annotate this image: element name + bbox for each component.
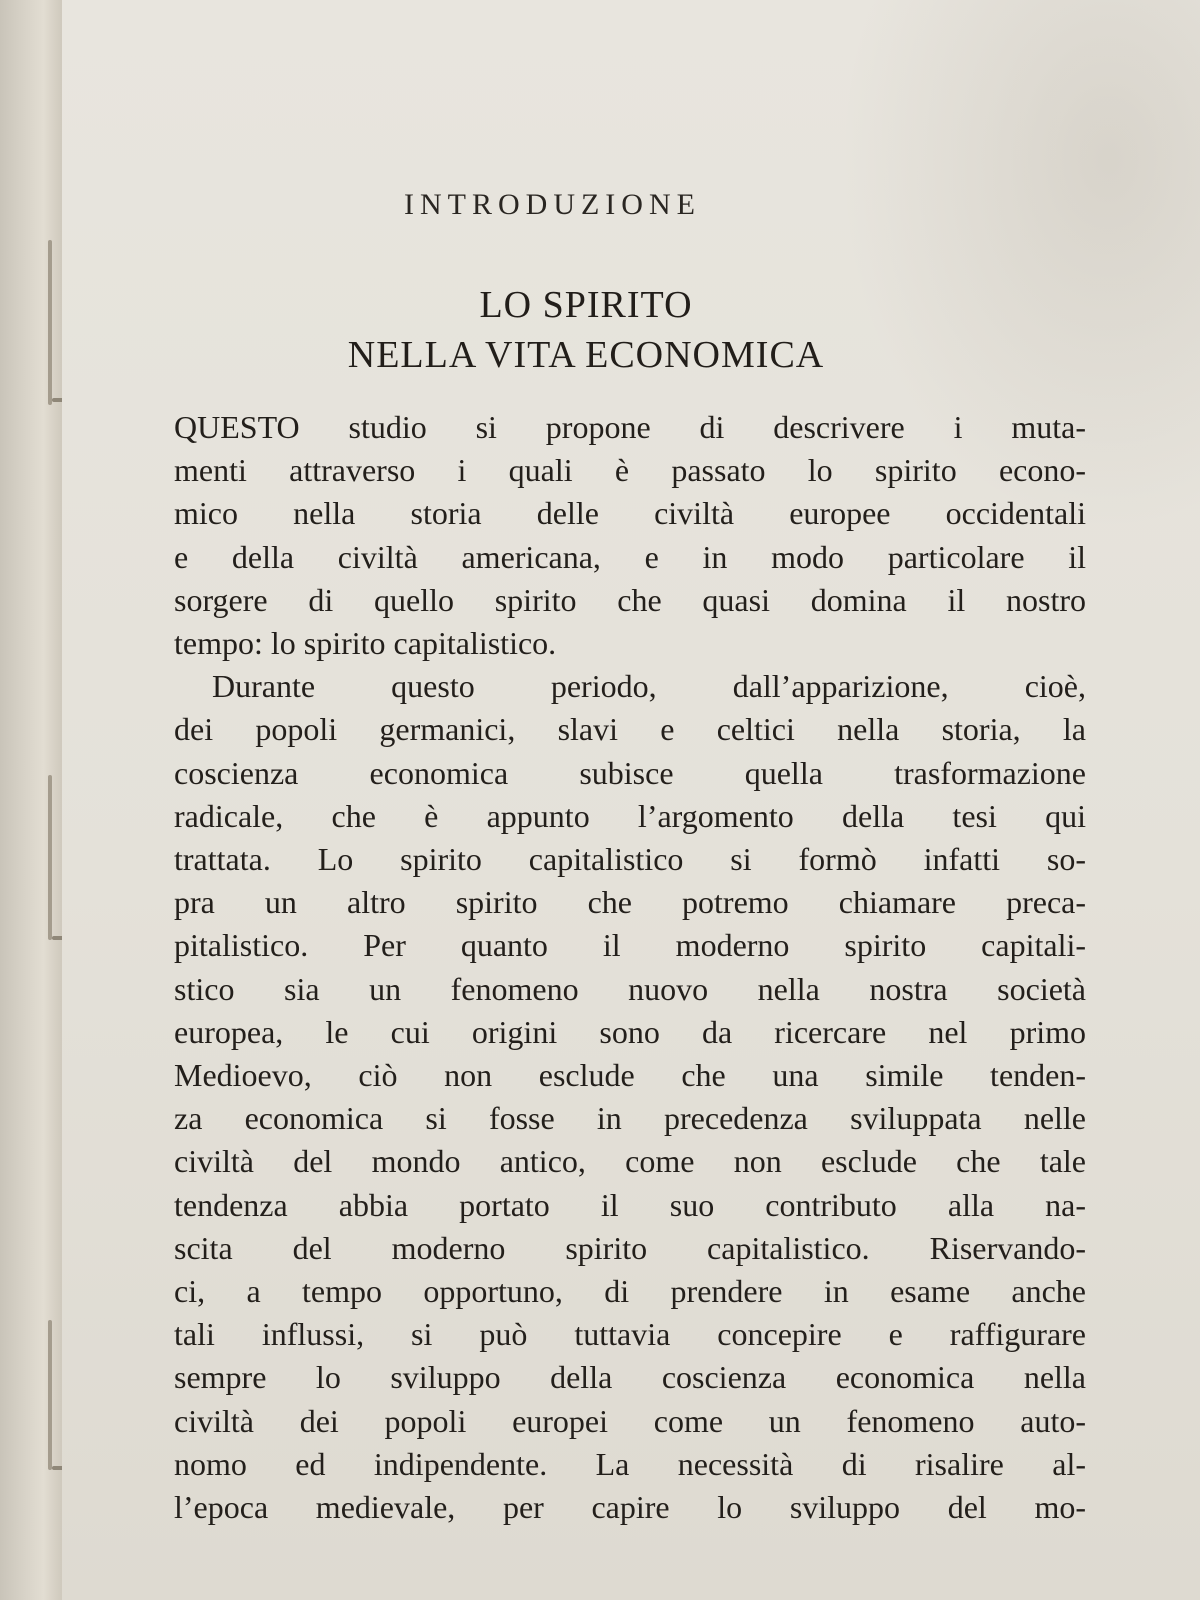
text-line: trattata. Lo spirito capitalistico si formò infatti so- (174, 841, 1086, 878)
text-line: scita del moderno spirito capitalistico. Riservando- (174, 1229, 1086, 1266)
chapter-title-line: LO SPIRITO (479, 284, 693, 326)
text-line: dei popoli germanici, slavi e celtici nella storia, la (174, 711, 1086, 748)
text-line: tempo: lo spirito capitalistico. (174, 625, 557, 662)
text-line: ci, a tempo opportuno, di prendere in esame anche (174, 1273, 1086, 1310)
binding-stitch (48, 240, 52, 405)
text-line: l’epoca medievale, per capire lo sviluppo del mo- (174, 1489, 1086, 1526)
text-line: europea, le cui origini sono da ricercare nel primo (174, 1013, 1086, 1050)
text-line: sorgere di quello spirito che quasi domina il nostro (174, 581, 1086, 618)
book-spine-edge (0, 0, 63, 1600)
text-line: civiltà del mondo antico, come non esclude che tale (174, 1143, 1086, 1180)
text-line: za economica si fosse in precedenza sviluppata nelle (174, 1100, 1086, 1137)
text-line: QUESTO studio si propone di descrivere i muta- (174, 409, 1086, 445)
text-line: nomo ed indipendente. La necessità di risalire al- (174, 1445, 1086, 1482)
text-line: radicale, che è appunto l’argomento della tesi qui (174, 797, 1086, 834)
book-page (62, 0, 1200, 1600)
text-line: tendenza abbia portato il suo contributo alla na- (174, 1186, 1086, 1223)
text-line: tali influssi, si può tuttavia concepire e raffigurare (174, 1316, 1086, 1353)
text-line: Durante questo periodo, dall’apparizione, cioè, (212, 668, 1086, 705)
text-line: menti attraverso i quali è passato lo spirito econo- (174, 452, 1086, 489)
chapter-title (162, 280, 1010, 380)
chapter-title-line: NELLA VITA ECONOMICA (347, 334, 825, 376)
text-line: e della civiltà americana, e in modo particolare il (174, 538, 1086, 575)
text-line: Medioevo, ciò non esclude che una simile tenden- (174, 1057, 1086, 1094)
binding-stitch (48, 775, 52, 940)
text-line: mico nella storia delle civiltà europee occidentali (174, 495, 1086, 532)
text-line: pitalistico. Per quanto il moderno spirito capitali- (174, 927, 1086, 964)
text-line: coscienza economica subisce quella trasformazione (174, 754, 1086, 791)
binding-stitch (48, 1320, 52, 1470)
paragraph (174, 665, 1086, 1529)
body-text (174, 406, 1086, 1529)
text-line: sempre lo sviluppo della coscienza economica nella (174, 1359, 1086, 1396)
chapter-kicker: INTRODUZIONE (404, 188, 701, 221)
text-line: pra un altro spirito che potremo chiamare preca- (174, 884, 1086, 921)
text-line: civiltà dei popoli europei come un fenomeno auto- (174, 1402, 1086, 1439)
text-line: stico sia un fenomeno nuovo nella nostra società (174, 970, 1086, 1007)
paragraph (174, 406, 1086, 665)
